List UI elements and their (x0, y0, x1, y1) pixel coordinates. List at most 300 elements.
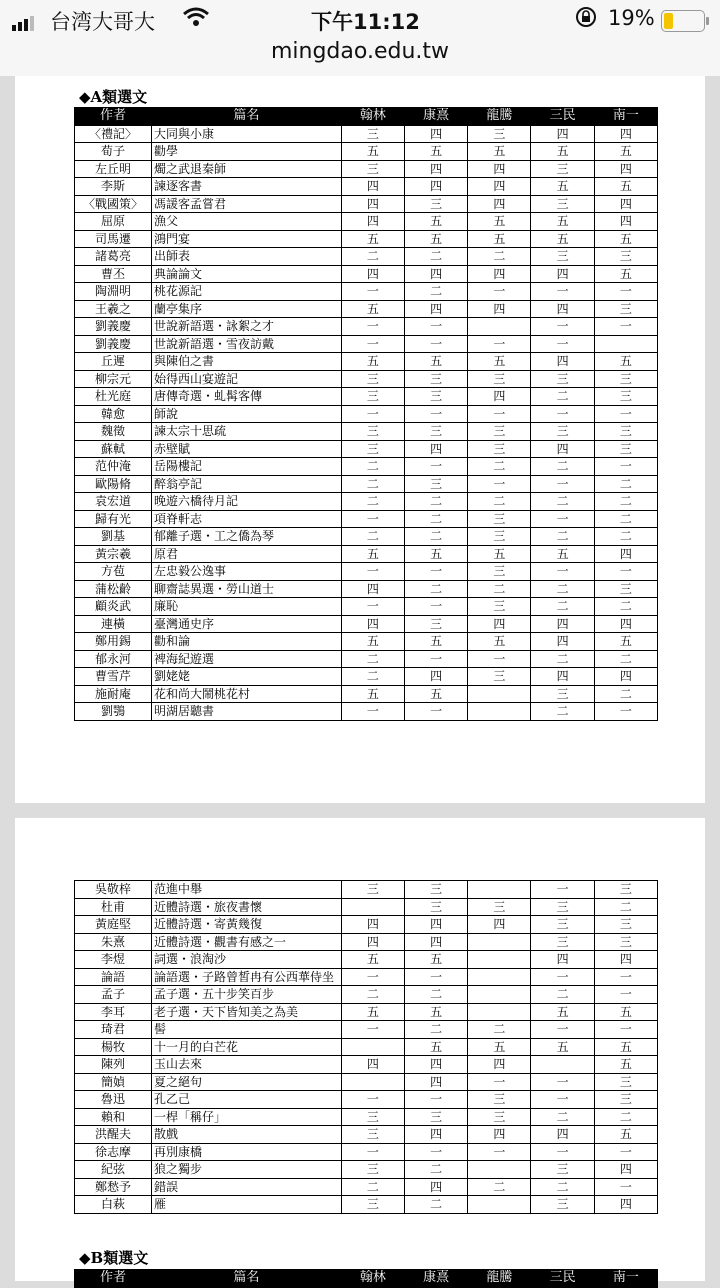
publisher-lesson-cell: 三 (594, 1073, 657, 1091)
publisher-lesson-cell: 三 (468, 1108, 531, 1126)
table-row (75, 1143, 658, 1161)
publisher-lesson-cell: 四 (468, 300, 531, 318)
author-cell: 陶淵明 (75, 283, 152, 301)
publisher-lesson-cell: 一 (341, 510, 404, 528)
title-cell: 勸學 (151, 143, 341, 161)
column-header: 翰林 (341, 108, 404, 126)
title-cell: 孟子選・五十步笑百步 (151, 986, 341, 1004)
publisher-lesson-cell: 四 (404, 1126, 467, 1144)
table-header-row (75, 108, 658, 126)
publisher-lesson-cell: 四 (594, 125, 657, 143)
table-row (75, 458, 658, 476)
publisher-lesson-cell (468, 318, 531, 336)
section-a-table (74, 107, 658, 721)
publisher-lesson-cell: 一 (404, 563, 467, 581)
publisher-lesson-cell: 二 (404, 986, 467, 1004)
publisher-lesson-cell: 五 (341, 951, 404, 969)
author-cell: 杜光庭 (75, 388, 152, 406)
publisher-lesson-cell: 四 (404, 125, 467, 143)
publisher-lesson-cell: 五 (531, 545, 594, 563)
publisher-lesson-cell: 三 (531, 1196, 594, 1214)
publisher-lesson-cell (341, 1038, 404, 1056)
table-row (75, 580, 658, 598)
publisher-lesson-cell: 三 (468, 1091, 531, 1109)
publisher-lesson-cell: 五 (468, 353, 531, 371)
author-cell: 蘇軾 (75, 440, 152, 458)
author-cell: 〈戰國策〉 (75, 195, 152, 213)
table-row (75, 1003, 658, 1021)
table-row (75, 125, 658, 143)
publisher-lesson-cell: 五 (468, 633, 531, 651)
table-row (75, 563, 658, 581)
author-cell: 〈禮記〉 (75, 125, 152, 143)
title-cell: 聊齋誌異選・勞山道士 (151, 580, 341, 598)
column-header: 康熹 (404, 108, 467, 126)
publisher-lesson-cell: 五 (341, 1003, 404, 1021)
publisher-lesson-cell: 四 (531, 265, 594, 283)
table-row (75, 1038, 658, 1056)
status-bar (0, 0, 720, 40)
publisher-lesson-cell: 四 (341, 1056, 404, 1074)
publisher-lesson-cell: 三 (468, 898, 531, 916)
publisher-lesson-cell: 一 (531, 968, 594, 986)
publisher-lesson-cell: 二 (404, 580, 467, 598)
publisher-lesson-cell: 四 (531, 125, 594, 143)
publisher-lesson-cell: 三 (341, 423, 404, 441)
clock: 下午11:12 (311, 10, 420, 34)
column-header: 南一 (594, 108, 657, 126)
title-cell: 再別康橋 (151, 1143, 341, 1161)
title-cell: 近體詩選・寄黃幾復 (151, 916, 341, 934)
publisher-lesson-cell: 四 (404, 933, 467, 951)
author-cell: 劉義慶 (75, 335, 152, 353)
table-row (75, 353, 658, 371)
publisher-lesson-cell (341, 898, 404, 916)
publisher-lesson-cell: 二 (531, 493, 594, 511)
table-row (75, 951, 658, 969)
publisher-lesson-cell: 二 (404, 248, 467, 266)
publisher-lesson-cell: 四 (404, 440, 467, 458)
publisher-lesson-cell: 一 (468, 650, 531, 668)
table-header-row (75, 1270, 658, 1288)
table-row (75, 933, 658, 951)
publisher-lesson-cell: 四 (531, 633, 594, 651)
publisher-lesson-cell: 四 (594, 195, 657, 213)
publisher-lesson-cell: 一 (468, 475, 531, 493)
column-header: 作者 (75, 108, 152, 126)
publisher-lesson-cell: 一 (531, 475, 594, 493)
author-cell: 白萩 (75, 1196, 152, 1214)
title-cell: 鴻門宴 (151, 230, 341, 248)
author-cell: 蒲松齡 (75, 580, 152, 598)
publisher-lesson-cell: 一 (341, 318, 404, 336)
publisher-lesson-cell: 三 (531, 916, 594, 934)
title-cell: 馮諼客孟嘗君 (151, 195, 341, 213)
publisher-lesson-cell (594, 335, 657, 353)
publisher-lesson-cell: 三 (341, 160, 404, 178)
publisher-lesson-cell: 三 (341, 388, 404, 406)
publisher-lesson-cell: 一 (341, 1091, 404, 1109)
table-row (75, 685, 658, 703)
publisher-lesson-cell: 五 (341, 633, 404, 651)
title-cell: 晚遊六橋待月記 (151, 493, 341, 511)
publisher-lesson-cell: 三 (531, 195, 594, 213)
publisher-lesson-cell: 二 (341, 528, 404, 546)
author-cell: 論語 (75, 968, 152, 986)
author-cell: 司馬遷 (75, 230, 152, 248)
title-cell: 錯誤 (151, 1178, 341, 1196)
publisher-lesson-cell: 一 (531, 881, 594, 899)
publisher-lesson-cell: 四 (468, 1126, 531, 1144)
publisher-lesson-cell: 四 (531, 353, 594, 371)
title-cell: 臺灣通史序 (151, 615, 341, 633)
author-cell: 曹雪芹 (75, 668, 152, 686)
publisher-lesson-cell: 四 (531, 1126, 594, 1144)
column-header: 南一 (594, 1270, 657, 1288)
publisher-lesson-cell: 三 (594, 248, 657, 266)
section-a-title: ◆A類選文 (79, 88, 148, 106)
table-row (75, 493, 658, 511)
author-cell: 諸葛亮 (75, 248, 152, 266)
publisher-lesson-cell: 四 (468, 195, 531, 213)
publisher-lesson-cell (468, 1196, 531, 1214)
author-cell: 李斯 (75, 178, 152, 196)
publisher-lesson-cell: 一 (404, 458, 467, 476)
publisher-lesson-cell: 一 (594, 405, 657, 423)
title-cell: 散戲 (151, 1126, 341, 1144)
publisher-lesson-cell: 一 (531, 318, 594, 336)
publisher-lesson-cell: 三 (404, 475, 467, 493)
publisher-lesson-cell: 五 (341, 230, 404, 248)
table-row (75, 160, 658, 178)
publisher-lesson-cell: 三 (404, 388, 467, 406)
author-cell: 袁宏道 (75, 493, 152, 511)
document-page-2 (15, 818, 705, 1286)
publisher-lesson-cell: 一 (594, 968, 657, 986)
author-cell: 荀子 (75, 143, 152, 161)
title-cell: 孔乙己 (151, 1091, 341, 1109)
author-cell: 王羲之 (75, 300, 152, 318)
title-cell: 近體詩選・觀書有感之一 (151, 933, 341, 951)
publisher-lesson-cell: 一 (531, 405, 594, 423)
publisher-lesson-cell: 五 (531, 1038, 594, 1056)
title-cell: 大同與小康 (151, 125, 341, 143)
publisher-lesson-cell: 一 (404, 1091, 467, 1109)
publisher-lesson-cell: 四 (594, 160, 657, 178)
author-cell: 李耳 (75, 1003, 152, 1021)
table-row (75, 598, 658, 616)
publisher-lesson-cell: 一 (341, 703, 404, 721)
publisher-lesson-cell: 四 (468, 388, 531, 406)
publisher-lesson-cell: 一 (531, 1091, 594, 1109)
publisher-lesson-cell: 四 (468, 160, 531, 178)
section-b-title: ◆B類選文 (79, 1249, 149, 1267)
author-cell: 黃庭堅 (75, 916, 152, 934)
author-cell: 朱熹 (75, 933, 152, 951)
publisher-lesson-cell: 二 (404, 528, 467, 546)
table-row (75, 703, 658, 721)
author-cell: 施耐庵 (75, 685, 152, 703)
publisher-lesson-cell: 五 (341, 353, 404, 371)
table-row (75, 248, 658, 266)
table-row (75, 405, 658, 423)
publisher-lesson-cell: 一 (341, 1143, 404, 1161)
publisher-lesson-cell: 一 (341, 598, 404, 616)
publisher-lesson-cell: 四 (404, 1073, 467, 1091)
publisher-lesson-cell: 二 (468, 458, 531, 476)
publisher-lesson-cell: 四 (531, 300, 594, 318)
publisher-lesson-cell: 二 (531, 528, 594, 546)
publisher-lesson-cell: 四 (341, 195, 404, 213)
publisher-lesson-cell: 一 (594, 1143, 657, 1161)
publisher-lesson-cell: 一 (404, 318, 467, 336)
title-cell: 唐傳奇選・虬髯客傳 (151, 388, 341, 406)
publisher-lesson-cell: 四 (468, 265, 531, 283)
column-header: 篇名 (151, 108, 341, 126)
title-cell: 雁 (151, 1196, 341, 1214)
publisher-lesson-cell: 一 (341, 405, 404, 423)
title-cell: 項脊軒志 (151, 510, 341, 528)
publisher-lesson-cell: 三 (341, 881, 404, 899)
publisher-lesson-cell: 一 (404, 650, 467, 668)
title-cell: 裨海紀遊選 (151, 650, 341, 668)
author-cell: 郁永河 (75, 650, 152, 668)
publisher-lesson-cell: 一 (404, 335, 467, 353)
column-header: 三民 (531, 108, 594, 126)
publisher-lesson-cell: 三 (468, 598, 531, 616)
publisher-lesson-cell: 五 (404, 951, 467, 969)
publisher-lesson-cell: 一 (404, 968, 467, 986)
publisher-lesson-cell: 一 (341, 563, 404, 581)
publisher-lesson-cell: 五 (594, 1126, 657, 1144)
table-row (75, 213, 658, 231)
publisher-lesson-cell (468, 703, 531, 721)
publisher-lesson-cell: 三 (341, 440, 404, 458)
publisher-lesson-cell: 一 (468, 1073, 531, 1091)
title-cell: 原君 (151, 545, 341, 563)
publisher-lesson-cell: 二 (341, 493, 404, 511)
publisher-lesson-cell: 三 (341, 1108, 404, 1126)
author-cell: 歐陽脩 (75, 475, 152, 493)
publisher-lesson-cell: 五 (531, 143, 594, 161)
title-cell: 花和尚大鬧桃花村 (151, 685, 341, 703)
publisher-lesson-cell: 二 (531, 1178, 594, 1196)
publisher-lesson-cell: 三 (468, 370, 531, 388)
publisher-lesson-cell: 二 (341, 475, 404, 493)
publisher-lesson-cell (531, 1056, 594, 1074)
author-cell: 琦君 (75, 1021, 152, 1039)
publisher-lesson-cell: 二 (594, 493, 657, 511)
table-row (75, 633, 658, 651)
author-cell: 陳列 (75, 1056, 152, 1074)
table-row (75, 1021, 658, 1039)
title-cell: 燭之武退秦師 (151, 160, 341, 178)
publisher-lesson-cell: 二 (468, 248, 531, 266)
column-header: 康熹 (404, 1270, 467, 1288)
publisher-lesson-cell: 四 (531, 668, 594, 686)
table-row (75, 510, 658, 528)
author-cell: 歸有光 (75, 510, 152, 528)
publisher-lesson-cell: 二 (404, 1021, 467, 1039)
publisher-lesson-cell: 三 (341, 1161, 404, 1179)
publisher-lesson-cell: 五 (468, 230, 531, 248)
table-row (75, 143, 658, 161)
publisher-lesson-cell: 一 (594, 1178, 657, 1196)
publisher-lesson-cell: 四 (341, 933, 404, 951)
title-cell: 勸和論 (151, 633, 341, 651)
title-cell: 諫太宗十思疏 (151, 423, 341, 441)
table-row (75, 300, 658, 318)
publisher-lesson-cell: 五 (404, 545, 467, 563)
publisher-lesson-cell: 四 (341, 178, 404, 196)
title-cell: 岳陽樓記 (151, 458, 341, 476)
title-cell: 廉恥 (151, 598, 341, 616)
publisher-lesson-cell: 五 (531, 1003, 594, 1021)
table-row (75, 986, 658, 1004)
publisher-lesson-cell: 四 (531, 951, 594, 969)
publisher-lesson-cell (468, 881, 531, 899)
publisher-lesson-cell: 一 (341, 1021, 404, 1039)
publisher-lesson-cell: 二 (531, 986, 594, 1004)
publisher-lesson-cell (468, 1003, 531, 1021)
author-cell: 范仲淹 (75, 458, 152, 476)
author-cell: 簡媜 (75, 1073, 152, 1091)
title-cell: 十一月的白芒花 (151, 1038, 341, 1056)
publisher-lesson-cell: 三 (468, 125, 531, 143)
publisher-lesson-cell: 二 (341, 248, 404, 266)
table-row (75, 668, 658, 686)
section-b-table (74, 1269, 658, 1288)
title-cell: 師說 (151, 405, 341, 423)
table-row (75, 528, 658, 546)
table-row (75, 283, 658, 301)
table-row (75, 1091, 658, 1109)
table-row (75, 1056, 658, 1074)
publisher-lesson-cell: 四 (404, 300, 467, 318)
publisher-lesson-cell: 三 (468, 440, 531, 458)
publisher-lesson-cell: 五 (404, 213, 467, 231)
publisher-lesson-cell: 一 (531, 283, 594, 301)
publisher-lesson-cell: 二 (594, 1108, 657, 1126)
publisher-lesson-cell: 一 (468, 1143, 531, 1161)
publisher-lesson-cell: 二 (594, 528, 657, 546)
title-cell: 左忠毅公逸事 (151, 563, 341, 581)
title-cell: 詞選・浪淘沙 (151, 951, 341, 969)
publisher-lesson-cell: 五 (594, 353, 657, 371)
publisher-lesson-cell: 五 (594, 178, 657, 196)
author-cell: 紀弦 (75, 1161, 152, 1179)
publisher-lesson-cell: 五 (468, 213, 531, 231)
publisher-lesson-cell (468, 968, 531, 986)
title-cell: 一桿「稱仔」 (151, 1108, 341, 1126)
publisher-lesson-cell: 四 (594, 951, 657, 969)
publisher-lesson-cell: 三 (404, 615, 467, 633)
author-cell: 鄭愁予 (75, 1178, 152, 1196)
column-header: 龍騰 (468, 1270, 531, 1288)
publisher-lesson-cell: 五 (594, 265, 657, 283)
table-row (75, 916, 658, 934)
publisher-lesson-cell: 四 (531, 440, 594, 458)
publisher-lesson-cell: 三 (404, 370, 467, 388)
publisher-lesson-cell: 一 (594, 318, 657, 336)
publisher-lesson-cell: 二 (341, 1178, 404, 1196)
publisher-lesson-cell: 一 (341, 335, 404, 353)
title-cell: 近體詩選・旅夜書懷 (151, 898, 341, 916)
publisher-lesson-cell: 五 (594, 1003, 657, 1021)
publisher-lesson-cell: 二 (594, 685, 657, 703)
table-row (75, 195, 658, 213)
title-cell: 郁離子選・工之僑為琴 (151, 528, 341, 546)
column-header: 翰林 (341, 1270, 404, 1288)
publisher-lesson-cell: 三 (404, 195, 467, 213)
table-row (75, 898, 658, 916)
publisher-lesson-cell: 五 (468, 1038, 531, 1056)
publisher-lesson-cell: 一 (341, 283, 404, 301)
publisher-lesson-cell: 三 (531, 1161, 594, 1179)
publisher-lesson-cell: 一 (594, 703, 657, 721)
title-cell: 漁父 (151, 213, 341, 231)
title-cell: 蘭亭集序 (151, 300, 341, 318)
table-row (75, 1161, 658, 1179)
publisher-lesson-cell: 五 (594, 143, 657, 161)
publisher-lesson-cell: 一 (531, 563, 594, 581)
address-bar[interactable] (0, 40, 720, 76)
author-cell: 方苞 (75, 563, 152, 581)
publisher-lesson-cell: 一 (468, 335, 531, 353)
publisher-lesson-cell: 三 (531, 685, 594, 703)
publisher-lesson-cell: 五 (468, 143, 531, 161)
table-row (75, 230, 658, 248)
publisher-lesson-cell: 一 (404, 703, 467, 721)
table-row (75, 1108, 658, 1126)
publisher-lesson-cell: 三 (594, 388, 657, 406)
publisher-lesson-cell: 二 (594, 650, 657, 668)
publisher-lesson-cell: 五 (404, 633, 467, 651)
table-row (75, 1178, 658, 1196)
title-cell: 范進中舉 (151, 881, 341, 899)
table-row (75, 1126, 658, 1144)
title-cell: 玉山去來 (151, 1056, 341, 1074)
document-page-1 (15, 76, 705, 803)
publisher-lesson-cell: 三 (468, 528, 531, 546)
section-a-table-continued (74, 880, 658, 1214)
publisher-lesson-cell: 一 (341, 968, 404, 986)
author-cell: 丘遲 (75, 353, 152, 371)
publisher-lesson-cell: 二 (404, 1196, 467, 1214)
publisher-lesson-cell: 五 (531, 213, 594, 231)
publisher-lesson-cell: 一 (531, 1143, 594, 1161)
table-row (75, 265, 658, 283)
publisher-lesson-cell: 三 (594, 1091, 657, 1109)
publisher-lesson-cell: 三 (404, 881, 467, 899)
author-cell: 魯迅 (75, 1091, 152, 1109)
publisher-lesson-cell: 五 (594, 1056, 657, 1074)
author-cell: 徐志摩 (75, 1143, 152, 1161)
publisher-lesson-cell (341, 1073, 404, 1091)
url-text: mingdao.edu.tw (270, 39, 450, 64)
publisher-lesson-cell: 四 (531, 615, 594, 633)
publisher-lesson-cell: 一 (468, 405, 531, 423)
publisher-lesson-cell: 五 (404, 1038, 467, 1056)
publisher-lesson-cell: 五 (341, 143, 404, 161)
title-cell: 與陳伯之書 (151, 353, 341, 371)
publisher-lesson-cell: 二 (341, 986, 404, 1004)
publisher-lesson-cell: 五 (468, 545, 531, 563)
publisher-lesson-cell: 四 (468, 615, 531, 633)
publisher-lesson-cell: 一 (594, 1021, 657, 1039)
author-cell: 黃宗羲 (75, 545, 152, 563)
publisher-lesson-cell: 一 (594, 283, 657, 301)
